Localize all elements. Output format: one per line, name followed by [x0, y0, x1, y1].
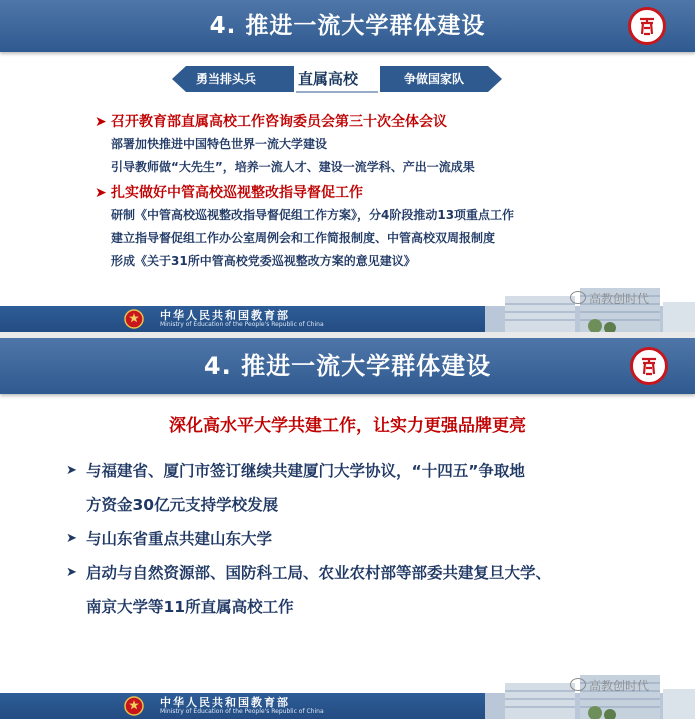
slide-2	[0, 338, 695, 719]
banner-right-label: 争做国家队	[404, 72, 465, 86]
slide-subtitle: 深化高水平大学共建工作，让实力更强品牌更亮	[169, 416, 526, 436]
slide-1	[0, 0, 695, 332]
ministry-name: 中华人民共和国教育部	[160, 696, 290, 709]
slide-title: 4. 推进一流大学群体建设	[209, 13, 486, 39]
national-emblem-icon	[124, 696, 144, 716]
triangle-right-icon: ➤	[66, 531, 77, 546]
watermark: 高教创时代	[570, 677, 649, 694]
list-item: 形成《关于31所中管高校党委巡视整改方案的意见建议》	[111, 254, 416, 268]
section-heading: ➤ 扎实做好中管高校巡视整改指导督促工作	[95, 182, 675, 204]
school-emblem-icon	[628, 7, 666, 45]
section-heading: ➤ 召开教育部直属高校工作咨询委员会第三十次全体会议	[95, 111, 675, 133]
watermark: 高教创时代	[570, 290, 649, 307]
ministry-name-en: Ministry of Education of the People's Republic of China	[160, 321, 324, 328]
list-item: 研制《中管高校巡视整改指导督促组工作方案》，分4阶段推动13项重点工作	[111, 208, 515, 222]
list-item: 建立指导督促组工作办公室周例会和工作简报制度、中管高校双周报制度	[111, 231, 496, 245]
triangle-right-icon: ➤	[66, 463, 77, 478]
national-emblem-icon	[124, 309, 144, 329]
ministry-name: 中华人民共和国教育部	[160, 309, 290, 322]
slide1-content	[95, 108, 675, 273]
arrow-banner	[172, 64, 502, 94]
triangle-right-icon: ➤	[95, 114, 107, 130]
list-item: ➤ 与山东省重点共建山东大学	[66, 522, 666, 556]
wechat-icon	[570, 678, 586, 691]
wechat-icon	[570, 291, 586, 304]
footer-bar	[0, 679, 695, 719]
list-item: 部署加快推进中国特色世界一流大学建设	[111, 137, 328, 151]
title-bar	[0, 0, 695, 52]
triangle-right-icon: ➤	[95, 185, 107, 201]
list-item: ➤ 与福建省、厦门市签订继续共建厦门大学协议，“十四五”争取地 方资金30亿元支持学校发展	[66, 454, 666, 522]
slide-title: 4. 推进一流大学群体建设	[203, 352, 492, 380]
title-bar	[0, 338, 695, 394]
school-emblem-icon	[630, 347, 668, 385]
triangle-right-icon: ➤	[66, 565, 77, 580]
slide2-content	[66, 454, 666, 624]
list-item: 引导教师做“大先生”，培养一流人才、建设一流学科、产出一流成果	[111, 160, 475, 174]
banner-left-label: 勇当排头兵	[196, 72, 257, 86]
ministry-name-en: Ministry of Education of the People's Republic of China	[160, 708, 324, 715]
banner-center-label: 直属高校	[298, 70, 359, 88]
list-item: ➤ 启动与自然资源部、国防科工局、农业农村部等部委共建复旦大学、 南京大学等11所直属高校工作	[66, 556, 666, 624]
footer-bar	[0, 292, 695, 332]
